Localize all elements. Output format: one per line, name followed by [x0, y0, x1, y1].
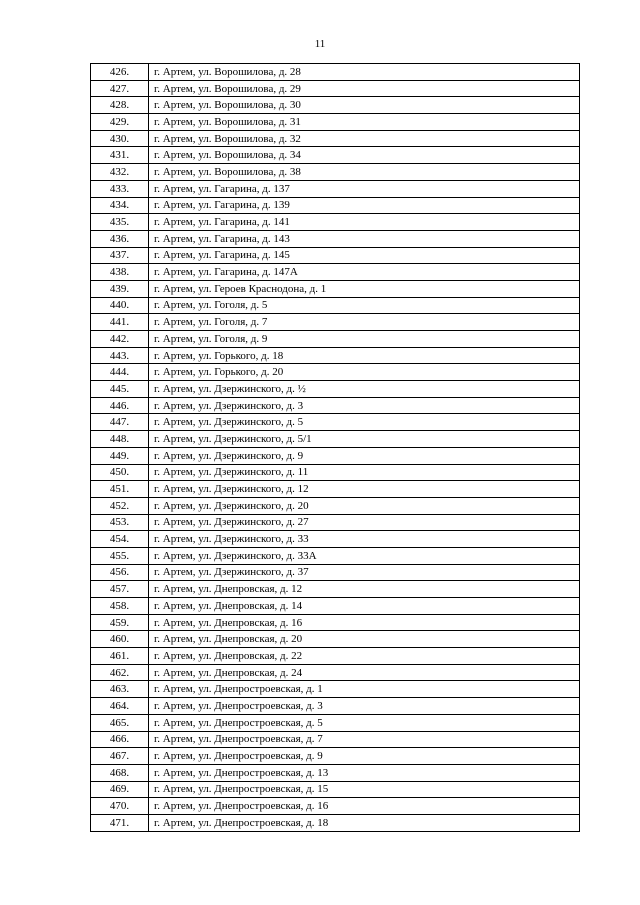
address-cell: г. Артем, ул. Ворошилова, д. 34 — [149, 147, 580, 164]
address-cell: г. Артем, ул. Днепровская, д. 20 — [149, 631, 580, 648]
address-cell: г. Артем, ул. Ворошилова, д. 28 — [149, 64, 580, 81]
table-row — [91, 381, 580, 398]
table-row — [91, 481, 580, 498]
row-number-cell: 439. — [91, 280, 149, 297]
table-row — [91, 97, 580, 114]
row-number-cell: 461. — [91, 648, 149, 665]
address-cell: г. Артем, ул. Днепростроевская, д. 16 — [149, 798, 580, 815]
address-cell: г. Артем, ул. Днепростроевская, д. 5 — [149, 714, 580, 731]
table-row — [91, 197, 580, 214]
row-number-cell: 431. — [91, 147, 149, 164]
page-number: 11 — [314, 38, 326, 50]
address-cell: г. Артем, ул. Горького, д. 18 — [149, 347, 580, 364]
row-number-cell: 434. — [91, 197, 149, 214]
row-number-cell: 442. — [91, 331, 149, 348]
row-number-cell: 458. — [91, 598, 149, 615]
address-cell: г. Артем, ул. Дзержинского, д. 20 — [149, 497, 580, 514]
table-row — [91, 781, 580, 798]
row-number-cell: 451. — [91, 481, 149, 498]
row-number-cell: 462. — [91, 664, 149, 681]
row-number-cell: 465. — [91, 714, 149, 731]
address-cell: г. Артем, ул. Днепростроевская, д. 3 — [149, 698, 580, 715]
table-row — [91, 414, 580, 431]
table-row — [91, 748, 580, 765]
table-row — [91, 397, 580, 414]
row-number-cell: 428. — [91, 97, 149, 114]
table-row — [91, 297, 580, 314]
row-number-cell: 447. — [91, 414, 149, 431]
address-cell: г. Артем, ул. Дзержинского, д. 37 — [149, 564, 580, 581]
table-row — [91, 314, 580, 331]
table-row — [91, 514, 580, 531]
table-row — [91, 681, 580, 698]
address-cell: г. Артем, ул. Дзержинского, д. 5 — [149, 414, 580, 431]
table-row — [91, 698, 580, 715]
row-number-cell: 457. — [91, 581, 149, 598]
address-cell: г. Артем, ул. Днепростроевская, д. 13 — [149, 764, 580, 781]
row-number-cell: 453. — [91, 514, 149, 531]
address-cell: г. Артем, ул. Днепровская, д. 12 — [149, 581, 580, 598]
table-row — [91, 814, 580, 831]
table-row — [91, 598, 580, 615]
table-row — [91, 280, 580, 297]
address-cell: г. Артем, ул. Дзержинского, д. 33 — [149, 531, 580, 548]
row-number-cell: 452. — [91, 497, 149, 514]
table-row — [91, 798, 580, 815]
table-row — [91, 464, 580, 481]
address-cell: г. Артем, ул. Днепростроевская, д. 9 — [149, 748, 580, 765]
table-row — [91, 614, 580, 631]
row-number-cell: 463. — [91, 681, 149, 698]
address-table — [90, 63, 580, 832]
address-cell: г. Артем, ул. Дзержинского, д. 3 — [149, 397, 580, 414]
row-number-cell: 460. — [91, 631, 149, 648]
address-cell: г. Артем, ул. Гоголя, д. 7 — [149, 314, 580, 331]
address-cell: г. Артем, ул. Днепростроевская, д. 1 — [149, 681, 580, 698]
row-number-cell: 469. — [91, 781, 149, 798]
row-number-cell: 441. — [91, 314, 149, 331]
address-cell: г. Артем, ул. Ворошилова, д. 32 — [149, 130, 580, 147]
address-cell: г. Артем, ул. Ворошилова, д. 30 — [149, 97, 580, 114]
address-cell: г. Артем, ул. Гагарина, д. 147А — [149, 264, 580, 281]
table-row — [91, 631, 580, 648]
address-cell: г. Артем, ул. Дзержинского, д. 27 — [149, 514, 580, 531]
table-row — [91, 714, 580, 731]
table-row — [91, 180, 580, 197]
table-row — [91, 581, 580, 598]
row-number-cell: 455. — [91, 547, 149, 564]
table-row — [91, 130, 580, 147]
table-row — [91, 214, 580, 231]
row-number-cell: 445. — [91, 381, 149, 398]
address-cell: г. Артем, ул. Гагарина, д. 145 — [149, 247, 580, 264]
address-cell: г. Артем, ул. Днепровская, д. 24 — [149, 664, 580, 681]
row-number-cell: 446. — [91, 397, 149, 414]
table-row — [91, 431, 580, 448]
table-row — [91, 347, 580, 364]
row-number-cell: 438. — [91, 264, 149, 281]
address-cell: г. Артем, ул. Героев Краснодона, д. 1 — [149, 280, 580, 297]
table-row — [91, 547, 580, 564]
address-cell: г. Артем, ул. Гагарина, д. 139 — [149, 197, 580, 214]
address-cell: г. Артем, ул. Гагарина, д. 143 — [149, 230, 580, 247]
table-row — [91, 564, 580, 581]
address-cell: г. Артем, ул. Гагарина, д. 141 — [149, 214, 580, 231]
address-cell: г. Артем, ул. Днепровская, д. 14 — [149, 598, 580, 615]
row-number-cell: 432. — [91, 164, 149, 181]
address-cell: г. Артем, ул. Горького, д. 20 — [149, 364, 580, 381]
table-row — [91, 531, 580, 548]
address-cell: г. Артем, ул. Дзержинского, д. 9 — [149, 447, 580, 464]
row-number-cell: 467. — [91, 748, 149, 765]
row-number-cell: 470. — [91, 798, 149, 815]
row-number-cell: 437. — [91, 247, 149, 264]
row-number-cell: 448. — [91, 431, 149, 448]
address-cell: г. Артем, ул. Днепровская, д. 16 — [149, 614, 580, 631]
address-cell: г. Артем, ул. Ворошилова, д. 38 — [149, 164, 580, 181]
table-row — [91, 230, 580, 247]
address-cell: г. Артем, ул. Днепростроевская, д. 7 — [149, 731, 580, 748]
table-row — [91, 114, 580, 131]
row-number-cell: 426. — [91, 64, 149, 81]
table-row — [91, 331, 580, 348]
table-row — [91, 64, 580, 81]
row-number-cell: 430. — [91, 130, 149, 147]
row-number-cell: 429. — [91, 114, 149, 131]
row-number-cell: 459. — [91, 614, 149, 631]
row-number-cell: 436. — [91, 230, 149, 247]
table-row — [91, 264, 580, 281]
address-cell: г. Артем, ул. Ворошилова, д. 29 — [149, 80, 580, 97]
row-number-cell: 468. — [91, 764, 149, 781]
row-number-cell: 444. — [91, 364, 149, 381]
row-number-cell: 435. — [91, 214, 149, 231]
row-number-cell: 454. — [91, 531, 149, 548]
address-cell: г. Артем, ул. Ворошилова, д. 31 — [149, 114, 580, 131]
address-cell: г. Артем, ул. Днепростроевская, д. 18 — [149, 814, 580, 831]
table-row — [91, 764, 580, 781]
address-cell: г. Артем, ул. Гоголя, д. 5 — [149, 297, 580, 314]
table-row — [91, 80, 580, 97]
row-number-cell: 427. — [91, 80, 149, 97]
table-row — [91, 731, 580, 748]
row-number-cell: 466. — [91, 731, 149, 748]
address-cell: г. Артем, ул. Дзержинского, д. ½ — [149, 381, 580, 398]
table-row — [91, 247, 580, 264]
address-cell: г. Артем, ул. Дзержинского, д. 5/1 — [149, 431, 580, 448]
address-cell: г. Артем, ул. Дзержинского, д. 33А — [149, 547, 580, 564]
row-number-cell: 450. — [91, 464, 149, 481]
address-cell: г. Артем, ул. Гоголя, д. 9 — [149, 331, 580, 348]
table-row — [91, 664, 580, 681]
address-cell: г. Артем, ул. Гагарина, д. 137 — [149, 180, 580, 197]
table-row — [91, 648, 580, 665]
row-number-cell: 443. — [91, 347, 149, 364]
table-row — [91, 447, 580, 464]
address-cell: г. Артем, ул. Дзержинского, д. 11 — [149, 464, 580, 481]
address-cell: г. Артем, ул. Днепростроевская, д. 15 — [149, 781, 580, 798]
row-number-cell: 471. — [91, 814, 149, 831]
row-number-cell: 464. — [91, 698, 149, 715]
address-table-body — [91, 64, 580, 832]
address-cell: г. Артем, ул. Дзержинского, д. 12 — [149, 481, 580, 498]
row-number-cell: 440. — [91, 297, 149, 314]
table-row — [91, 497, 580, 514]
row-number-cell: 456. — [91, 564, 149, 581]
row-number-cell: 449. — [91, 447, 149, 464]
address-cell: г. Артем, ул. Днепровская, д. 22 — [149, 648, 580, 665]
table-row — [91, 147, 580, 164]
table-row — [91, 164, 580, 181]
table-row — [91, 364, 580, 381]
row-number-cell: 433. — [91, 180, 149, 197]
